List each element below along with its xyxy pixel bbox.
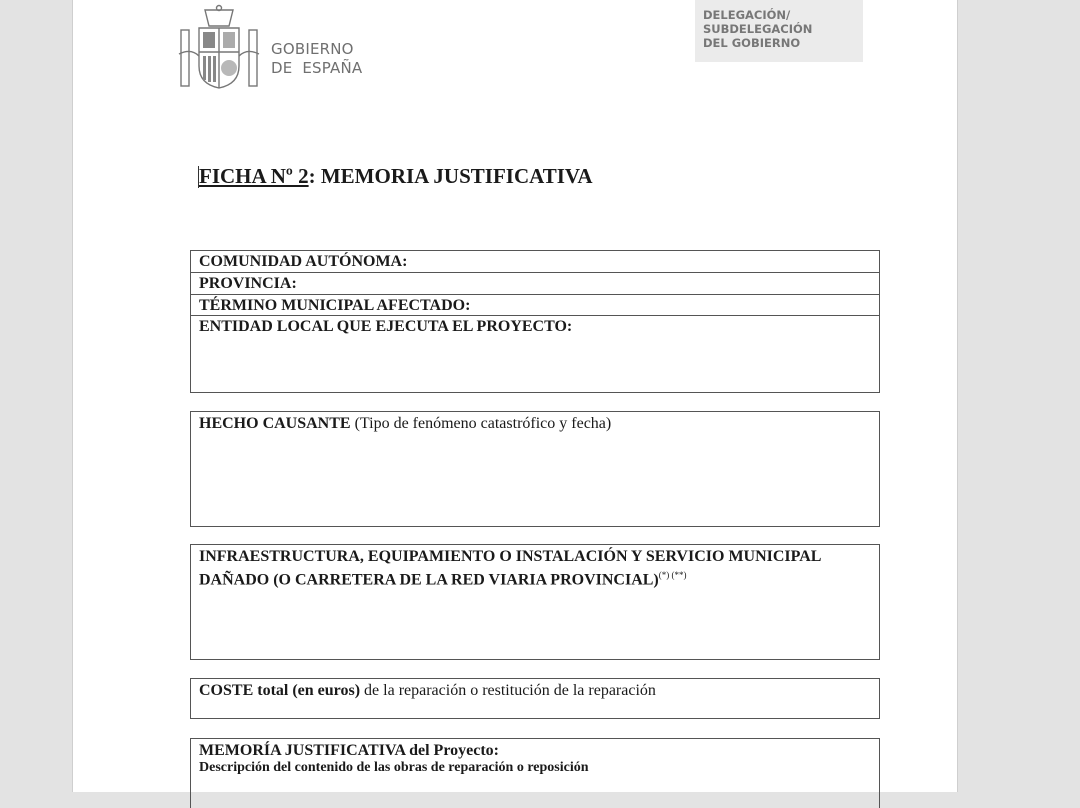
title-number: FICHA Nº 2 bbox=[199, 164, 309, 188]
field-comunidad[interactable]: COMUNIDAD AUTÓNOMA: bbox=[191, 251, 879, 273]
government-name bbox=[271, 40, 362, 78]
hecho-label: HECHO CAUSANTE bbox=[199, 415, 351, 432]
infra-line-1: INFRAESTRUCTURA, EQUIPAMIENTO O INSTALACIÓN Y SERVICIO MUNICIPAL bbox=[199, 548, 822, 565]
coat-of-arms-icon bbox=[177, 4, 261, 90]
infra-footnotes: (*) (**) bbox=[658, 570, 687, 580]
field-entidad[interactable]: ENTIDAD LOCAL QUE EJECUTA EL PROYECTO: bbox=[199, 318, 573, 335]
memoria-label-2: del Proyecto: bbox=[405, 742, 499, 759]
infraestructura-box[interactable] bbox=[190, 544, 880, 660]
hecho-hint: (Tipo de fenómeno catastrófico y fecha) bbox=[350, 415, 612, 432]
page-title bbox=[199, 164, 593, 189]
delegation-box bbox=[695, 0, 863, 62]
gov-line-1: GOBIERNO bbox=[271, 40, 354, 58]
infra-line-2: DAÑADO (O CARRETERA DE LA RED VIARIA PROVINCIAL) bbox=[199, 571, 659, 589]
memoria-label: MEMORÍA JUSTIFICATIVA bbox=[199, 742, 406, 759]
field-termino[interactable]: TÉRMINO MUNICIPAL AFECTADO: bbox=[191, 295, 879, 316]
field-provincia[interactable]: PROVINCIA: bbox=[191, 273, 879, 295]
coste-label: COSTE total (en euros) bbox=[199, 682, 361, 699]
coste-hint: de la reparación o restitución de la reparación bbox=[360, 682, 656, 699]
hecho-causante-box[interactable] bbox=[190, 411, 880, 527]
location-box bbox=[190, 250, 880, 393]
document-page bbox=[72, 0, 958, 792]
coste-box[interactable] bbox=[190, 678, 880, 719]
gov-line-2: DE ESPAÑA bbox=[271, 59, 363, 77]
memoria-box[interactable] bbox=[190, 738, 880, 808]
deleg-line-1: DELEGACIÓN/ bbox=[703, 8, 791, 22]
memoria-subtitle: Descripción del contenido de las obras de reparación o reposición bbox=[199, 760, 589, 775]
deleg-line-3: DEL GOBIERNO bbox=[703, 36, 801, 50]
deleg-line-2: SUBDELEGACIÓN bbox=[703, 22, 813, 36]
title-text: : MEMORIA JUSTIFICATIVA bbox=[308, 164, 593, 188]
